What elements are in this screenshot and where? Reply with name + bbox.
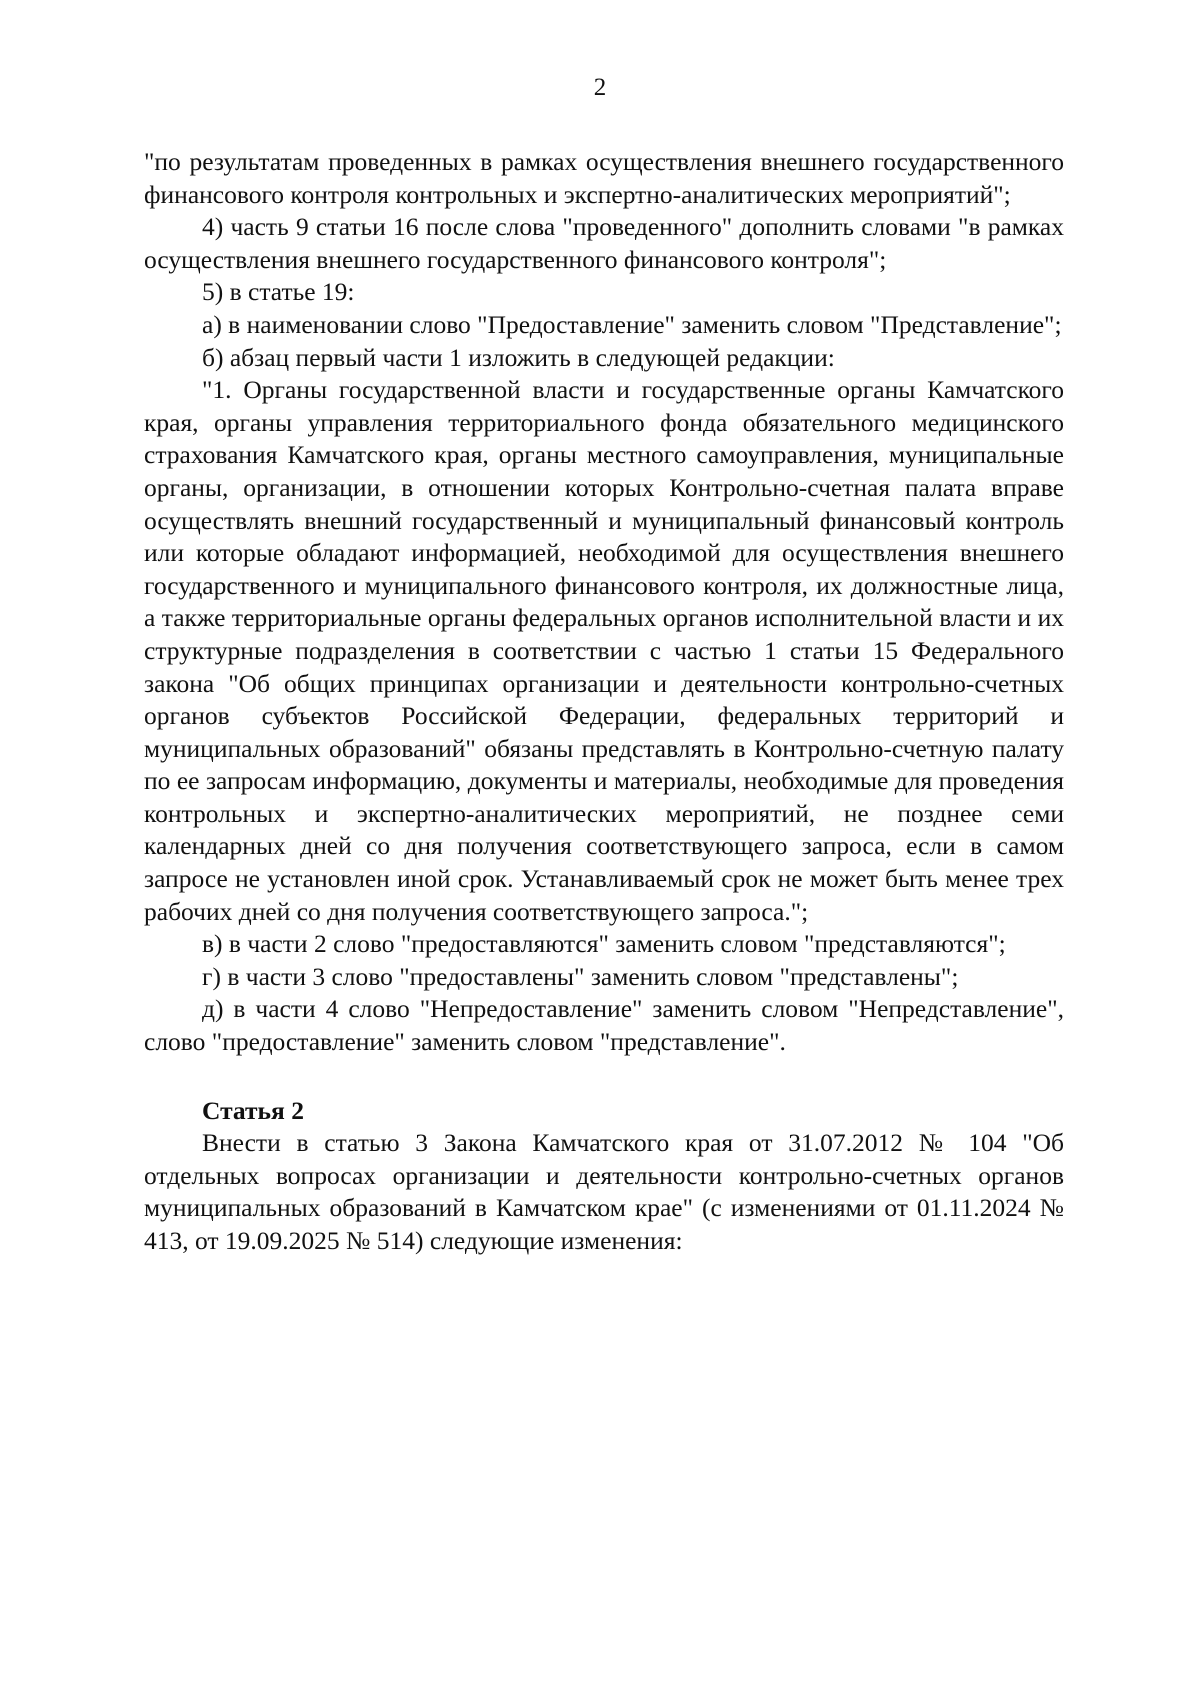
paragraph-subitem-a: а) в наименовании слово "Предоставление" заменить словом "Представление"; xyxy=(202,309,1062,339)
paragraph-continuation: "по результатам проведенных в рамках осуществления внешнего государственного финансового контроля контрольных и экспертно-аналитических мероприятий"; xyxy=(144,147,1064,209)
paragraph-subitem-v: в) в части 2 слово "предоставляются" заменить словом "представляются"; xyxy=(202,929,1006,959)
article-text: Внести в статью 3 Закона Камчатского края от 31.07.2012 № 104 "Об отдельных вопросах организации и деятельности контрольно-счетных органов муниципальных образований в Камчатском крае" (с изменениями от 01.11.2024 № 413, от 19.09.2025 № 514) следующие изменения: xyxy=(144,1128,1064,1255)
paragraph-subitem-g: г) в части 3 слово "предоставлены" заменить словом "представлены"; xyxy=(202,961,959,991)
paragraph-new-wording: "1. Органы государственной власти и государственные органы Камчатского края, органы управления территориального фонда обязательного медицинского страхования Камчатского края, органы местного самоуправления, муниципальные органы, организации, в отношении которых Контрольно-счетная палата вправе осуществлять внешний государственный и муниципальный финансовый контроль или которые обладают информацией, необходимой для осуществления внешнего государственного и муниципального финансового контроля, их должностные лица, а также территориальные органы федеральных органов исполнительной власти и их структурные подразделения в соответствии с частью 1 статьи 15 Федерального закона "Об общих принципах организации и деятельности контрольно-счетных органов субъектов Российской Федерации, федеральных территорий и муниципальных образований" обязаны представлять в Контрольно-счетную палату по ее запросам информацию, документы и материалы, необходимые для проведения контрольных и экспертно-аналитических мероприятий, не позднее семи календарных дней со дня получения соответствующего запроса, если в самом запросе не установлен иной срок. Устанавливаемый срок не может быть менее трех рабочих дней со дня получения соответствующего запроса."; xyxy=(144,375,1064,926)
document-body xyxy=(144,146,1064,1258)
paragraph-subitem-d: д) в части 4 слово "Непредоставление" заменить словом "Непредставление", слово "предоставление" заменить словом "представление". xyxy=(144,994,1064,1057)
page-number: 2 xyxy=(593,74,607,101)
paragraph-item-4: 4) часть 9 статьи 16 после слова "проведенного" дополнить словами "в рамках осуществления внешнего государственного финансового контроля"; xyxy=(144,212,1064,274)
article-2-section xyxy=(144,1095,1064,1258)
paragraph-subitem-b: б) абзац первый части 1 изложить в следующей редакции: xyxy=(202,342,835,372)
article-heading: Статья 2 xyxy=(202,1095,304,1125)
paragraph-item-5: 5) в статье 19: xyxy=(202,277,355,307)
